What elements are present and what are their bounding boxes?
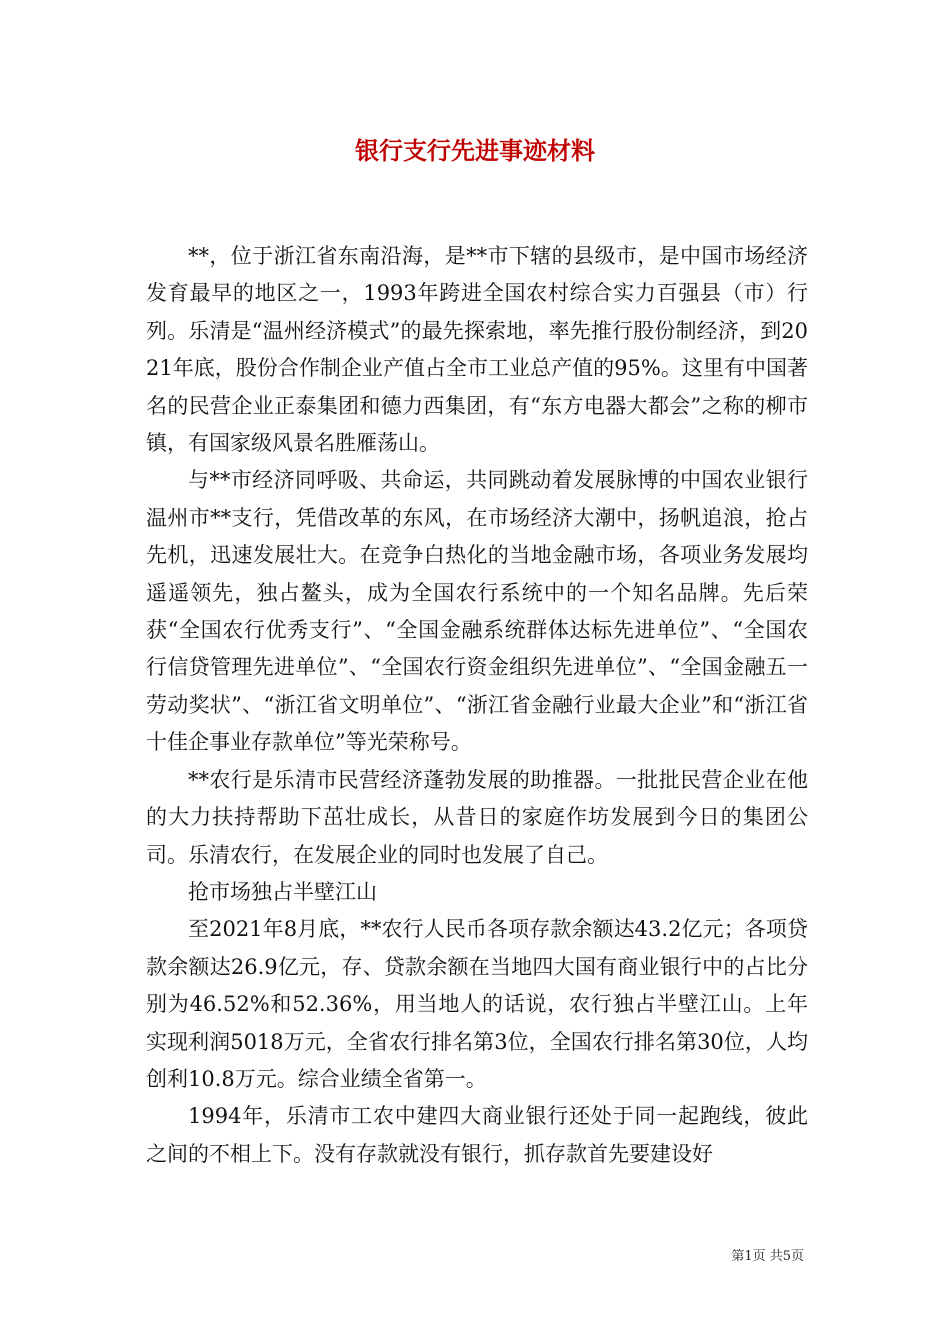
- document-title: 银行支行先进事迹材料: [355, 136, 595, 165]
- paragraph-intro: **，位于浙江省东南沿海，是**市下辖的县级市，是中国市场经济发育最早的地区之一，1993年跨进全国农村综合实力百强县（市）行列。乐清是“温州经济模式”的最先探索地，率先推行股份制经济，到2021年底，股份合作制企业产值占全市工业总产值的95%。这里有中国著名的民营企业正泰集团和德力西集团，有“东方电器大都会”之称的柳市镇，有国家级风景名胜雁荡山。: [146, 244, 808, 456]
- section-heading: 抢市场独占半壁江山: [188, 879, 377, 904]
- paragraph-history: 1994年，乐清市工农中建四大商业银行还处于同一起跑线，彼此之间的不相上下。没有存款就没有银行，抓存款首先要建设好: [146, 1104, 808, 1166]
- document-body: [146, 238, 808, 1173]
- page-number: 第1页 共5页: [731, 1249, 804, 1264]
- paragraph-market-share: 至2021年8月底，**农行人民币各项存款余额达43.2亿元；各项贷款余额达26.9亿元，存、贷款余额在当地四大国有商业银行中的占比分别为46.52%和52.36%，用当地人的话说，农行独占半壁江山。上年实现利润5018万元，全省农行排名第3位，全国农行排名第30位，人均创利10.8万元。综合业绩全省第一。: [146, 917, 808, 1091]
- paragraph-private-economy: **农行是乐清市民营经济蓬勃发展的助推器。一批批民营企业在他的大力扶持帮助下茁壮成长，从昔日的家庭作坊发展到今日的集团公司。乐清农行，在发展企业的同时也发展了自己。: [146, 767, 808, 867]
- paragraph-bank-overview: 与**市经济同呼吸、共命运，共同跳动着发展脉博的中国农业银行温州市**支行，凭借改革的东风，在市场经济大潮中，扬帆追浪，抢占先机，迅速发展壮大。在竞争白热化的当地金融市场，各项业务发展均遥遥领先，独占鳌头，成为全国农行系统中的一个知名品牌。先后荣获“全国农行优秀支行”、“全国金融系统群体达标先进单位”、“全国农行信贷管理先进单位”、“全国农行资金组织先进单位”、“全国金融五一劳动奖状”、“浙江省文明单位”、“浙江省金融行业最大企业”和“浙江省十佳企事业存款单位”等光荣称号。: [146, 468, 808, 755]
